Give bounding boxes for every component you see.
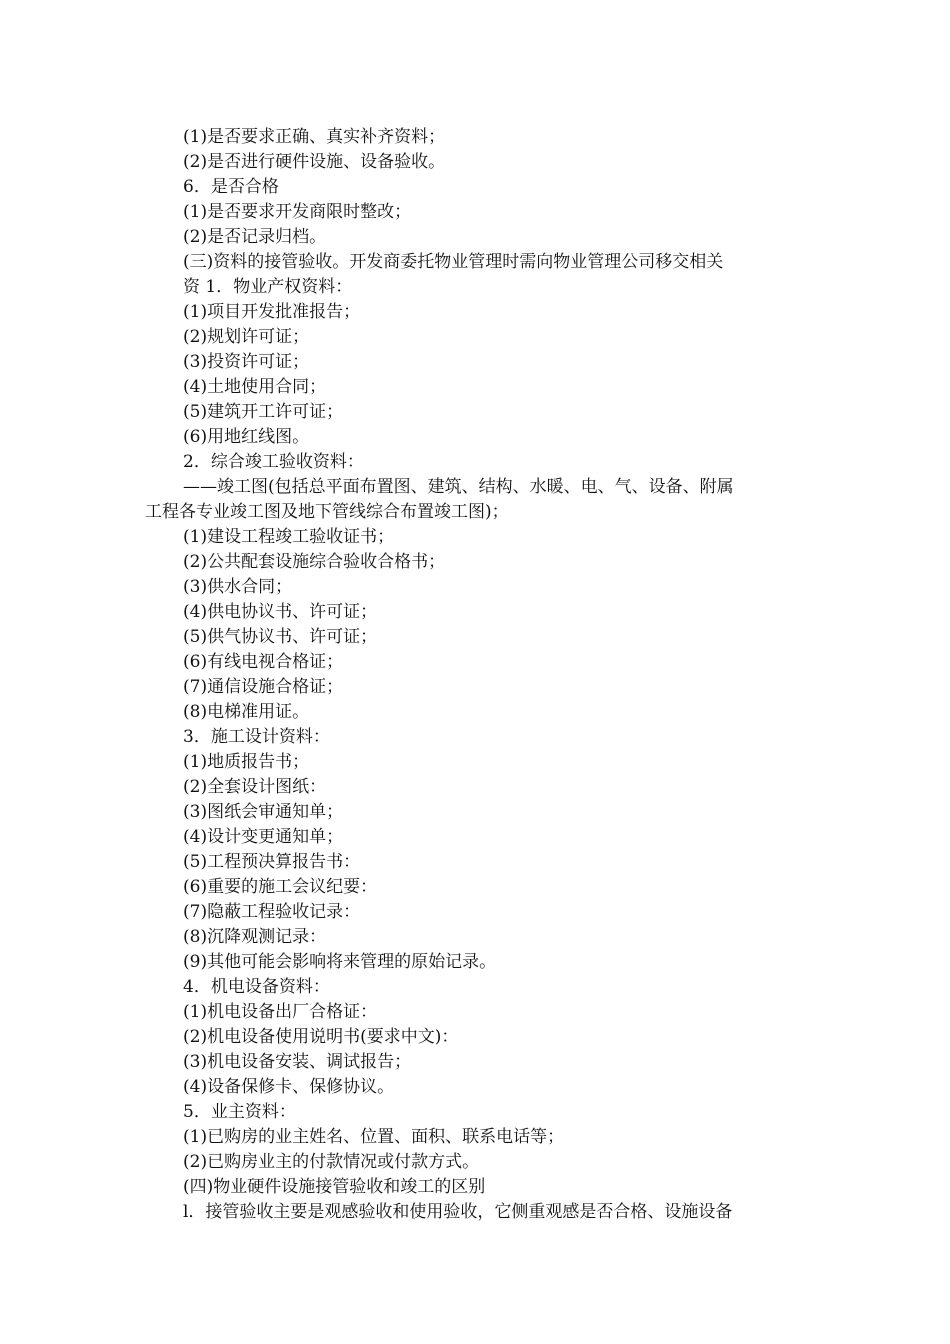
text-line: (4)供电协议书、许可证； — [183, 602, 378, 622]
text-line: (2)机电设备使用说明书(要求中文)： — [183, 1027, 459, 1047]
text-line: 3．施工设计资料： — [183, 727, 330, 747]
text-line: 6．是否合格 — [183, 177, 279, 197]
text-line: (四)物业硬件设施接管验收和竣工的区别 — [183, 1177, 486, 1197]
text-line: (1)已购房的业主姓名、位置、面积、联系电话等； — [183, 1127, 565, 1147]
text-line: l．接管验收主要是观感验收和使用验收，它侧重观感是否合格、设施设备 — [183, 1202, 733, 1222]
text-line: (2)已购房业主的付款情况或付款方式。 — [183, 1152, 480, 1172]
text-line: (3)投资许可证； — [183, 352, 310, 372]
text-line: (4)设备保修卡、保修协议。 — [183, 1077, 395, 1097]
text-line: (3)图纸会审通知单； — [183, 802, 344, 822]
text-line: (1)建设工程竣工验收证书； — [183, 527, 395, 547]
document-body — [145, 125, 810, 1225]
text-line: (5)供气协议书、许可证； — [183, 627, 378, 647]
text-line: (4)设计变更通知单； — [183, 827, 344, 847]
text-line: (三)资料的接管验收。开发商委托物业管理时需向物业管理公司移交相关 — [183, 252, 724, 272]
text-line: (2)是否记录归档。 — [183, 227, 327, 247]
text-line: (2)规划许可证； — [183, 327, 310, 347]
text-line: 资 1．物业产权资料： — [183, 277, 353, 297]
text-line: (3)机电设备安装、调试报告； — [183, 1052, 412, 1072]
text-line: (2)是否进行硬件设施、设备验收。 — [183, 152, 446, 172]
text-line: ——竣工图(包括总平面布置图、建筑、结构、水暖、电、气、设备、附属 — [183, 477, 734, 497]
text-line: (8)电梯准用证。 — [183, 702, 310, 722]
text-line: (1)机电设备出厂合格证： — [183, 1002, 378, 1022]
text-line: (1)项目开发批准报告； — [183, 302, 361, 322]
text-line: (8)沉降观测记录： — [183, 927, 327, 947]
text-line: (6)有线电视合格证； — [183, 652, 344, 672]
text-line: 5．业主资料： — [183, 1102, 296, 1122]
text-line: 工程各专业竣工图及地下管线综合布置竣工图)； — [145, 502, 509, 522]
text-line: (7)隐蔽工程验收记录： — [183, 902, 361, 922]
text-line: (1)是否要求开发商限时整改； — [183, 202, 412, 222]
text-line: (2)全套设计图纸： — [183, 777, 327, 797]
text-line: (5)工程预决算报告书： — [183, 852, 361, 872]
text-line: 4．机电设备资料： — [183, 977, 330, 997]
text-line: (6)用地红线图。 — [183, 427, 310, 447]
text-line: 2．综合竣工验收资料： — [183, 452, 364, 472]
text-line: (2)公共配套设施综合验收合格书； — [183, 552, 446, 572]
text-line: (9)其他可能会影响将来管理的原始记录。 — [183, 952, 497, 972]
text-line: (6)重要的施工会议纪要： — [183, 877, 378, 897]
text-line: (4)土地使用合同； — [183, 377, 327, 397]
text-line: (7)通信设施合格证； — [183, 677, 344, 697]
text-line: (3)供水合同； — [183, 577, 293, 597]
text-line: (1)地质报告书； — [183, 752, 310, 772]
text-line: (5)建筑开工许可证； — [183, 402, 344, 422]
text-line: (1)是否要求正确、真实补齐资料； — [183, 127, 446, 147]
